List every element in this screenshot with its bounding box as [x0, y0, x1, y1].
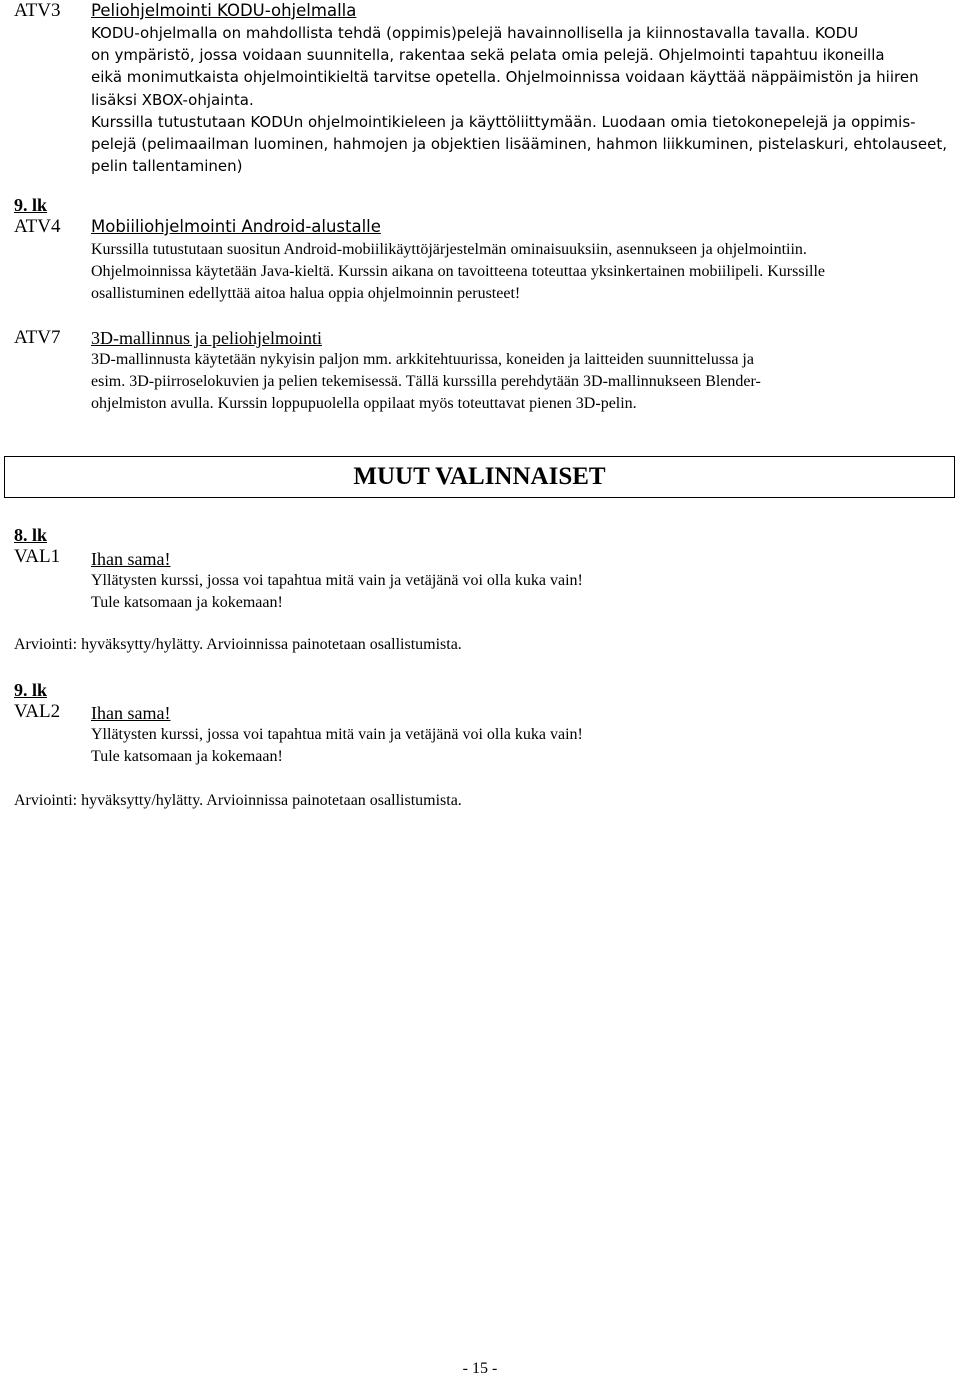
course-code-val1: VAL1: [14, 546, 61, 567]
description-line: Tule katsomaan ja kokemaan!: [91, 594, 283, 611]
course-title-atv7: 3D-mallinnus ja peliohjelmointi: [91, 328, 322, 348]
evaluation-text-val1: Arviointi: hyväksytty/hylätty. Arvioinnissa painotetaan osallistumista.: [14, 636, 462, 653]
grade-label-8: 8. lk: [14, 525, 48, 545]
course-title-atv4: Mobiiliohjelmointi Android-alustalle: [91, 217, 381, 236]
description-line: pelin tallentaminen): [91, 157, 243, 176]
section-heading: MUUT VALINNAISET: [353, 463, 606, 490]
description-line: Ohjelmoinnissa käytetään Java-kieltä. Kurssin aikana on tavoitteena toteuttaa yksinkertainen mobiilipeli. Kurssille: [91, 263, 826, 280]
description-line: lisäksi XBOX-ohjainta.: [91, 90, 254, 109]
grade-label-9: 9. lk: [14, 195, 48, 215]
course-code-val2: VAL2: [14, 701, 61, 722]
course-code-atv7: ATV7: [14, 327, 61, 348]
description-line: Kurssilla tutustutaan KODUn ohjelmointikieleen ja käyttöliittymään. Luodaan omia tietokonepelejä ja oppimis-: [91, 112, 916, 131]
course-code-atv3: ATV3: [14, 0, 61, 21]
description-line: eikä monimutkaista ohjelmointikieltä tarvitse opetella. Ohjelmoinnissa voidaan käyttää näppäimistön ja hiiren: [91, 68, 919, 87]
course-title-val1: Ihan sama!: [91, 549, 171, 569]
course-description-atv4: [91, 239, 926, 305]
description-line: on ympäristö, jossa voidaan suunnitella, rakentaa sekä pelata omia pelejä. Ohjelmointi tapahtuu ikoneilla: [91, 46, 885, 65]
course-description-atv3: [91, 22, 947, 177]
description-line: Yllätysten kurssi, jossa voi tapahtua mitä vain ja vetäjänä voi olla kuka vain!: [91, 726, 583, 743]
description-line: Yllätysten kurssi, jossa voi tapahtua mitä vain ja vetäjänä voi olla kuka vain!: [91, 572, 583, 589]
grade-label-9: 9. lk: [14, 680, 48, 700]
evaluation-text-val2: Arviointi: hyväksytty/hylätty. Arvioinnissa painotetaan osallistumista.: [14, 792, 462, 809]
description-line: Tule katsomaan ja kokemaan!: [91, 748, 283, 765]
description-line: 3D-mallinnusta käytetään nykyisin paljon mm. arkkitehtuurissa, koneiden ja laitteiden suunnittelussa ja: [91, 351, 754, 368]
course-description-atv7: [91, 349, 926, 415]
course-title-atv3: Peliohjelmointi KODU-ohjelmalla: [91, 1, 357, 20]
section-banner: [4, 456, 955, 498]
description-line: KODU-ohjelmalla on mahdollista tehdä (oppimis)pelejä havainnollisella ja kiinnostavalla tavalla. KODU: [91, 24, 859, 42]
page-number: - 15 -: [462, 1360, 498, 1377]
course-description-val1: [91, 570, 926, 614]
description-line: esim. 3D-piirroselokuvien ja pelien tekemisessä. Tällä kurssilla perehdytään 3D-mallinnukseen Blender-: [91, 373, 761, 390]
description-line: Kurssilla tutustutaan suositun Android-mobiilikäyttöjärjestelmän ominaisuuksiin, asennukseen ja ohjelmointiin.: [91, 241, 807, 258]
description-line: pelejä (pelimaailman luominen, hahmojen ja objektien lisääminen, hahmon liikkuminen, pistelaskuri, ehtolauseet,: [91, 135, 947, 154]
course-title-val2: Ihan sama!: [91, 703, 171, 723]
course-code-atv4: ATV4: [14, 216, 61, 237]
description-line: ohjelmiston avulla. Kurssin loppupuolella oppilaat myös toteuttavat pienen 3D-pelin.: [91, 395, 637, 412]
course-description-val2: [91, 724, 926, 768]
description-line: osallistuminen edellyttää aitoa halua oppia ohjelmoinnin perusteet!: [91, 285, 521, 302]
